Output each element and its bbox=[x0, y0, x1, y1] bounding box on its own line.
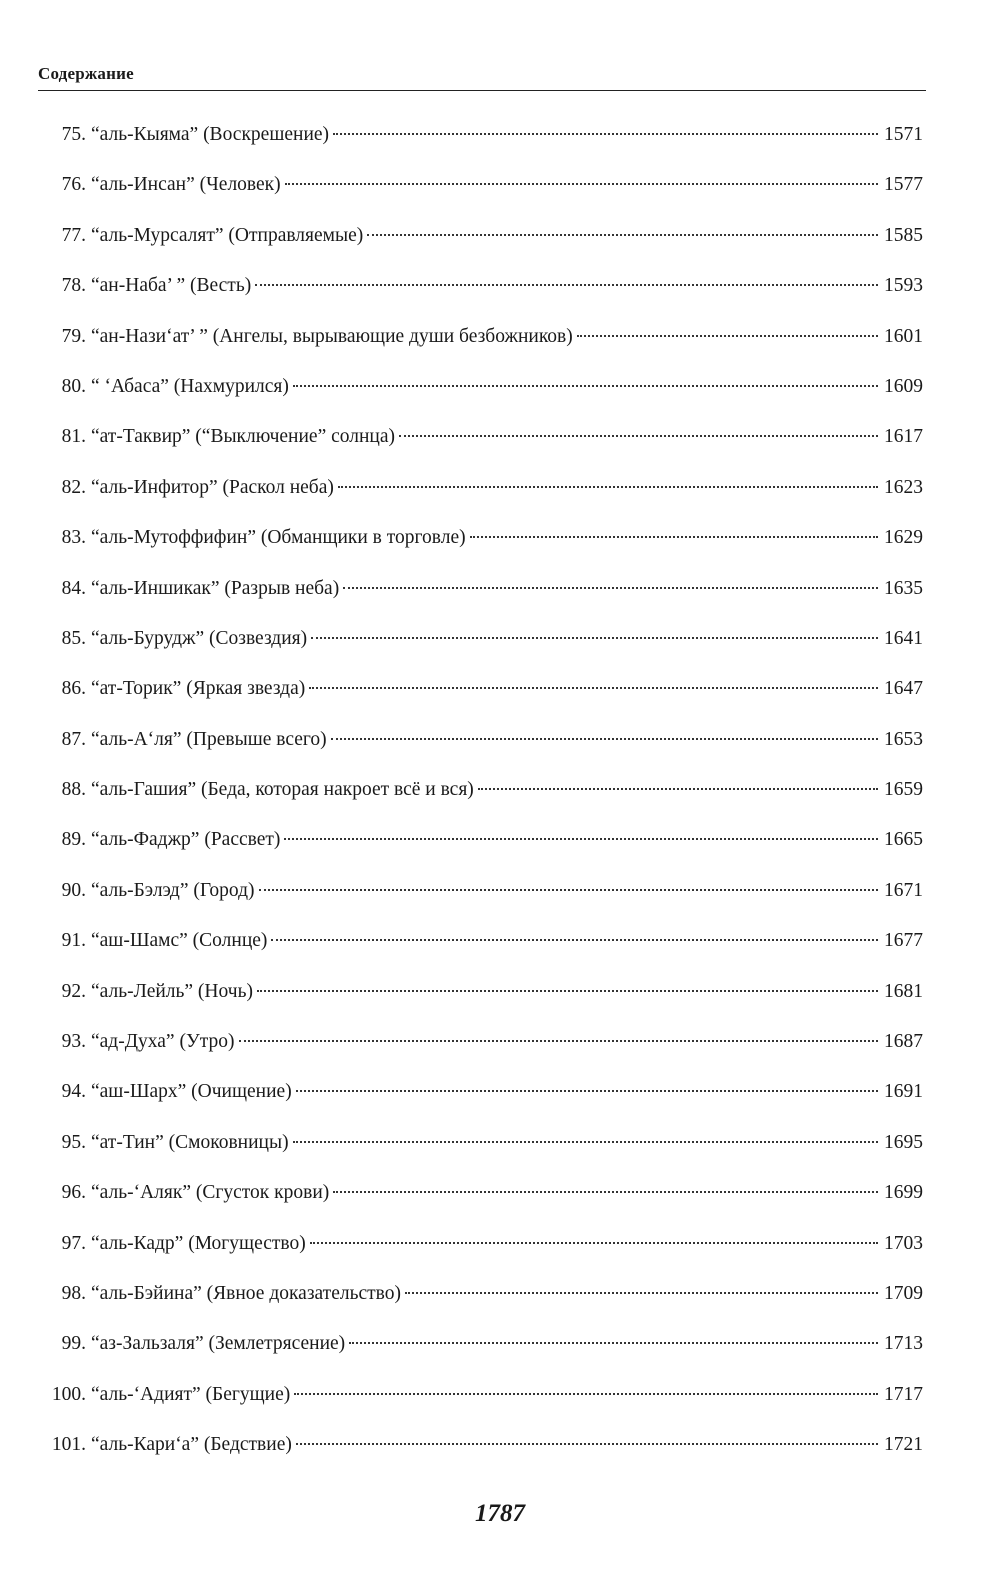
toc-entry-title: “аль-Иншикак” (Разрыв неба) bbox=[91, 577, 340, 599]
toc-entry-number: 77. bbox=[61, 224, 86, 246]
dot-leader bbox=[310, 1242, 878, 1244]
toc-entry-number: 97. bbox=[61, 1232, 86, 1254]
toc-entry-title: “аль-Инсан” (Человек) bbox=[91, 174, 281, 196]
toc-entry-page: 1671 bbox=[884, 879, 923, 901]
toc-entry[interactable] bbox=[38, 1426, 923, 1476]
toc-entry-number: 95. bbox=[61, 1131, 86, 1153]
toc-entry-page: 1659 bbox=[884, 779, 923, 801]
toc-entry[interactable] bbox=[38, 519, 923, 569]
toc-entry-page: 1653 bbox=[884, 728, 923, 750]
dot-leader bbox=[296, 1443, 878, 1445]
page-number: 1787 bbox=[475, 1500, 525, 1527]
toc-entry[interactable] bbox=[38, 771, 923, 821]
toc-entry[interactable] bbox=[38, 620, 923, 670]
toc-entry-page: 1703 bbox=[884, 1232, 923, 1254]
toc-entry-number: 78. bbox=[61, 275, 86, 297]
toc-entry-number: 85. bbox=[61, 627, 86, 649]
dot-leader bbox=[239, 1040, 878, 1042]
toc-entry-number: 86. bbox=[61, 678, 86, 700]
table-of-contents bbox=[38, 116, 923, 1477]
toc-entry-page: 1681 bbox=[884, 980, 923, 1002]
toc-entry[interactable] bbox=[38, 469, 923, 519]
toc-entry-number: 83. bbox=[61, 527, 86, 549]
dot-leader bbox=[257, 990, 878, 992]
dot-leader bbox=[309, 687, 878, 689]
toc-entry-page: 1571 bbox=[884, 124, 923, 145]
toc-entry-number: 94. bbox=[61, 1081, 86, 1103]
toc-entry[interactable] bbox=[38, 570, 923, 620]
dot-leader bbox=[294, 1393, 878, 1395]
toc-entry-page: 1665 bbox=[884, 829, 923, 851]
toc-entry[interactable] bbox=[38, 1225, 923, 1275]
toc-entry-number: 89. bbox=[61, 829, 86, 851]
header-title: Содержание bbox=[38, 64, 134, 83]
toc-entry-number: 84. bbox=[61, 577, 86, 599]
toc-entry[interactable] bbox=[38, 922, 923, 972]
dot-leader bbox=[577, 335, 878, 337]
dot-leader bbox=[333, 133, 878, 135]
toc-entry-page: 1647 bbox=[884, 678, 923, 700]
toc-entry-title: “аль-Бурудж” (Созвездия) bbox=[91, 627, 308, 649]
toc-entry[interactable] bbox=[38, 166, 923, 216]
toc-entry-title: “ат-Торик” (Яркая звезда) bbox=[91, 678, 306, 700]
dot-leader bbox=[349, 1342, 878, 1344]
toc-entry-title: “ат-Тин” (Смоковницы) bbox=[91, 1131, 289, 1153]
toc-entry-title: “аль-Фаджр” (Рассвет) bbox=[91, 829, 281, 851]
toc-entry-page: 1713 bbox=[884, 1333, 923, 1355]
dot-leader bbox=[293, 1141, 878, 1143]
toc-entry-title: “аш-Шарх” (Очищение) bbox=[91, 1081, 292, 1103]
toc-entry-page: 1585 bbox=[884, 224, 923, 246]
toc-entry-number: 91. bbox=[61, 930, 86, 952]
dot-leader bbox=[293, 385, 878, 387]
toc-entry[interactable] bbox=[38, 1376, 923, 1426]
dot-leader bbox=[296, 1090, 878, 1092]
toc-entry-page: 1699 bbox=[884, 1182, 923, 1204]
toc-entry-title: “аль-Мурсалят” (Отправляемые) bbox=[91, 224, 364, 246]
toc-entry-title: “ан-Наба’ ” (Весть) bbox=[91, 275, 252, 297]
toc-entry-page: 1609 bbox=[884, 375, 923, 397]
toc-entry-title: “аль-Инфитор” (Раскол неба) bbox=[91, 476, 334, 498]
toc-entry-page: 1635 bbox=[884, 577, 923, 599]
toc-entry-title: “ан-Нази‘ат’ ” (Ангелы, вырывающие души безбожников) bbox=[91, 325, 573, 347]
toc-entry[interactable] bbox=[38, 267, 923, 317]
toc-entry[interactable] bbox=[38, 1174, 923, 1224]
toc-entry[interactable] bbox=[38, 368, 923, 418]
dot-leader bbox=[338, 486, 878, 488]
dot-leader bbox=[470, 536, 878, 538]
toc-entry-number: 100. bbox=[51, 1383, 86, 1405]
toc-entry-number: 79. bbox=[61, 325, 86, 347]
toc-entry-number: 82. bbox=[61, 476, 86, 498]
toc-entry-number: 76. bbox=[61, 174, 86, 196]
dot-leader bbox=[331, 738, 878, 740]
toc-entry[interactable] bbox=[38, 821, 923, 871]
toc-entry-title: “ад-Духа” (Утро) bbox=[91, 1031, 235, 1053]
toc-entry-page: 1695 bbox=[884, 1131, 923, 1153]
toc-entry-page: 1717 bbox=[884, 1383, 923, 1405]
toc-entry-number: 101. bbox=[51, 1434, 86, 1456]
toc-entry-title: “аль-‘Аляк” (Сгусток крови) bbox=[91, 1182, 330, 1204]
toc-entry[interactable] bbox=[38, 116, 923, 166]
dot-leader bbox=[259, 889, 878, 891]
toc-entry-number: 99. bbox=[61, 1333, 86, 1355]
toc-entry-number: 98. bbox=[61, 1282, 86, 1304]
dot-leader bbox=[284, 838, 878, 840]
toc-entry[interactable] bbox=[38, 217, 923, 267]
dot-leader bbox=[271, 939, 878, 941]
toc-entry[interactable] bbox=[38, 721, 923, 771]
toc-entry-page: 1617 bbox=[884, 426, 923, 448]
dot-leader bbox=[311, 637, 878, 639]
dot-leader bbox=[399, 435, 878, 437]
toc-entry[interactable] bbox=[38, 418, 923, 468]
toc-entry-page: 1691 bbox=[884, 1081, 923, 1103]
toc-entry[interactable] bbox=[38, 1023, 923, 1073]
dot-leader bbox=[478, 788, 878, 790]
toc-entry-page: 1577 bbox=[884, 174, 923, 196]
toc-entry[interactable] bbox=[38, 1124, 923, 1174]
toc-entry-page: 1623 bbox=[884, 476, 923, 498]
toc-entry-number: 92. bbox=[61, 980, 86, 1002]
toc-entry-title: “ат-Таквир” (“Выключение” солнца) bbox=[91, 426, 396, 448]
toc-entry-number: 75. bbox=[61, 124, 86, 145]
toc-entry-number: 93. bbox=[61, 1031, 86, 1053]
toc-entry[interactable] bbox=[38, 872, 923, 922]
toc-entry-title: “аль-Кари‘а” (Бедствие) bbox=[91, 1434, 292, 1456]
toc-entry[interactable] bbox=[38, 1325, 923, 1375]
toc-entry-title: “аль-Бэйина” (Явное доказательство) bbox=[91, 1282, 401, 1304]
dot-leader bbox=[333, 1191, 878, 1193]
toc-entry-title: “ ‘Абаса” (Нахмурился) bbox=[91, 375, 289, 397]
toc-entry-number: 80. bbox=[61, 375, 86, 397]
toc-entry[interactable] bbox=[38, 1073, 923, 1123]
toc-entry-title: “аль-Лейль” (Ночь) bbox=[91, 980, 253, 1002]
toc-entry[interactable] bbox=[38, 1275, 923, 1325]
toc-entry-page: 1641 bbox=[884, 627, 923, 649]
dot-leader bbox=[343, 587, 878, 589]
dot-leader bbox=[405, 1292, 878, 1294]
toc-entry[interactable] bbox=[38, 670, 923, 720]
toc-entry-page: 1601 bbox=[884, 325, 923, 347]
dot-leader bbox=[367, 234, 878, 236]
toc-entry-number: 90. bbox=[61, 879, 86, 901]
toc-entry-title: “аль-Кадр” (Могущество) bbox=[91, 1232, 306, 1254]
dot-leader bbox=[285, 183, 878, 185]
toc-entry-page: 1709 bbox=[884, 1282, 923, 1304]
toc-entry-title: “аль-Бэлэд” (Город) bbox=[91, 879, 255, 901]
toc-entry-page: 1721 bbox=[884, 1434, 923, 1456]
toc-entry-title: “аль-А‘ля” (Превыше всего) bbox=[91, 728, 327, 750]
toc-entry-title: “аз-Зальзаля” (Землетрясение) bbox=[91, 1333, 346, 1355]
toc-entry-title: “аль-Кыяма” (Воскрешение) bbox=[91, 124, 330, 145]
toc-entry-number: 81. bbox=[61, 426, 86, 448]
toc-entry[interactable] bbox=[38, 318, 923, 368]
running-header bbox=[38, 64, 926, 91]
toc-entry-number: 88. bbox=[61, 779, 86, 801]
toc-entry-page: 1629 bbox=[884, 527, 923, 549]
toc-entry-page: 1593 bbox=[884, 275, 923, 297]
toc-entry-page: 1687 bbox=[884, 1031, 923, 1053]
toc-entry-number: 96. bbox=[61, 1182, 86, 1204]
toc-entry-title: “аль-Мутоффифин” (Обманщики в торговле) bbox=[91, 527, 466, 549]
toc-entry[interactable] bbox=[38, 973, 923, 1023]
toc-entry-page: 1677 bbox=[884, 930, 923, 952]
toc-entry-number: 87. bbox=[61, 728, 86, 750]
toc-entry-title: “аль-Гашия” (Беда, которая накроет всё и вся) bbox=[91, 779, 474, 801]
toc-entry-title: “аль-‘Адият” (Бегущие) bbox=[91, 1383, 291, 1405]
toc-entry-title: “аш-Шамс” (Солнце) bbox=[91, 930, 268, 952]
dot-leader bbox=[255, 284, 878, 286]
